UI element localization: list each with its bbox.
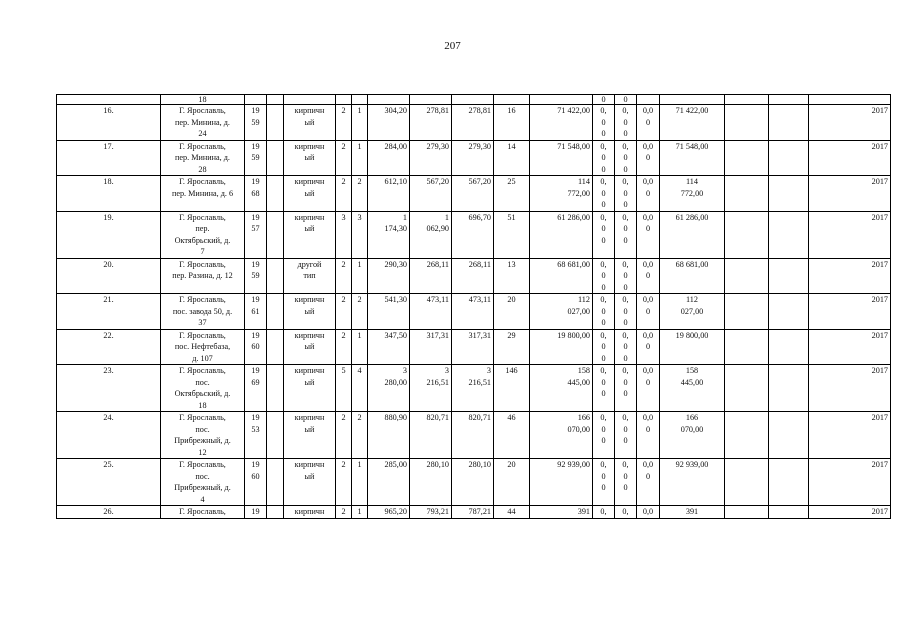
cell-cost: 92 939,00 <box>530 459 593 506</box>
cell-col14: 0,0 0 <box>637 105 660 141</box>
cell-residents: 20 <box>494 294 530 330</box>
cell-entrances: 1 <box>352 105 368 141</box>
cell-area-b: 473,11 <box>452 294 494 330</box>
cell-col13: 0, 0 0 <box>615 329 637 365</box>
cell-residents: 44 <box>494 506 530 519</box>
cell-col13: 0, 0 0 <box>615 211 637 258</box>
cell-col12: 0, 0 0 <box>593 176 615 212</box>
cell-floors: 2 <box>336 329 352 365</box>
cell-residents: 20 <box>494 459 530 506</box>
table-row <box>57 412 891 459</box>
cell-col17 <box>769 176 809 212</box>
cell-address: Г. Ярославль, пос. Нефтебаза, д. 107 <box>161 329 245 365</box>
cell-floors: 2 <box>336 258 352 294</box>
cell-cost2: 112 027,00 <box>660 294 725 330</box>
cell-col14: 0,0 0 <box>637 258 660 294</box>
cell-no <box>57 95 161 105</box>
cell-col4 <box>267 329 284 365</box>
cell-floors: 2 <box>336 140 352 176</box>
cell-col4 <box>267 140 284 176</box>
cell-year-plan: 2017 <box>809 105 891 141</box>
cell-year-plan: 2017 <box>809 258 891 294</box>
cell-area-total: 3 280,00 <box>368 365 410 412</box>
cell-cost2: 391 <box>660 506 725 519</box>
table-row <box>57 294 891 330</box>
cell-no: 26. <box>57 506 161 519</box>
cell-col14: 0,0 0 <box>637 329 660 365</box>
cell-area-b: 317,31 <box>452 329 494 365</box>
cell-area-a: 1 062,90 <box>410 211 452 258</box>
cell-col16 <box>725 211 769 258</box>
cell-residents: 13 <box>494 258 530 294</box>
cell-residents: 14 <box>494 140 530 176</box>
cell-year-plan: 2017 <box>809 294 891 330</box>
table-row <box>57 365 891 412</box>
cell-year: 19 61 <box>245 294 267 330</box>
cell-area-a: 820,71 <box>410 412 452 459</box>
cell-col13: 0, <box>615 506 637 519</box>
cell-year: 19 53 <box>245 412 267 459</box>
cell-col17 <box>769 412 809 459</box>
cell-area-a: 3 216,51 <box>410 365 452 412</box>
housing-register-table <box>56 94 891 519</box>
cell-cost2: 92 939,00 <box>660 459 725 506</box>
cell-material: другой тип <box>284 258 336 294</box>
cell-residents: 46 <box>494 412 530 459</box>
cell-col16 <box>725 140 769 176</box>
cell-col4 <box>267 176 284 212</box>
table-row <box>57 140 891 176</box>
table-row <box>57 258 891 294</box>
cell-col13: 0, 0 0 <box>615 258 637 294</box>
cell-col4 <box>267 365 284 412</box>
cell-col16 <box>725 176 769 212</box>
cell-year: 19 60 <box>245 329 267 365</box>
cell-year: 19 68 <box>245 176 267 212</box>
cell-area-total: 965,20 <box>368 506 410 519</box>
cell-material: кирпичн ый <box>284 329 336 365</box>
cell-col12: 0, 0 0 <box>593 211 615 258</box>
cell-address: 18 <box>161 95 245 105</box>
cell-floors: 2 <box>336 459 352 506</box>
cell-floors: 2 <box>336 105 352 141</box>
cell-year-plan: 2017 <box>809 412 891 459</box>
cell-material: кирпичн ый <box>284 211 336 258</box>
cell-area-b: 268,11 <box>452 258 494 294</box>
cell-area-total: 880,90 <box>368 412 410 459</box>
cell-residents: 146 <box>494 365 530 412</box>
cell-address: Г. Ярославль, пос. Октябрьский, д. 18 <box>161 365 245 412</box>
cell-col12: 0 <box>593 95 615 105</box>
cell-year: 19 60 <box>245 459 267 506</box>
cell-cost: 71 422,00 <box>530 105 593 141</box>
cell-material: кирпичн <box>284 506 336 519</box>
cell-cost: 19 800,00 <box>530 329 593 365</box>
cell-col4 <box>267 412 284 459</box>
cell-area-b: 567,20 <box>452 176 494 212</box>
cell-area-b: 279,30 <box>452 140 494 176</box>
cell-material: кирпичн ый <box>284 105 336 141</box>
table-row <box>57 176 891 212</box>
cell-col12: 0, 0 0 <box>593 412 615 459</box>
cell-entrances: 2 <box>352 176 368 212</box>
cell-col17 <box>769 294 809 330</box>
cell-cost2: 61 286,00 <box>660 211 725 258</box>
cell-col13: 0, 0 0 <box>615 412 637 459</box>
cell-address: Г. Ярославль, пер. Разина, д. 12 <box>161 258 245 294</box>
cell-year-plan: 2017 <box>809 140 891 176</box>
cell-area-total: 612,10 <box>368 176 410 212</box>
cell-cost2: 166 070,00 <box>660 412 725 459</box>
cell-col14: 0,0 0 <box>637 459 660 506</box>
cell-cost2: 158 445,00 <box>660 365 725 412</box>
cell-floors: 3 <box>336 211 352 258</box>
cell-no: 19. <box>57 211 161 258</box>
cell-year-plan: 2017 <box>809 506 891 519</box>
cell-no: 18. <box>57 176 161 212</box>
cell-col4 <box>267 294 284 330</box>
cell-year-plan: 2017 <box>809 365 891 412</box>
table-row <box>57 105 891 141</box>
cell-no: 23. <box>57 365 161 412</box>
page-number: 207 <box>444 40 461 52</box>
cell-entrances: 3 <box>352 211 368 258</box>
table-row <box>57 329 891 365</box>
cell-year: 19 59 <box>245 140 267 176</box>
cell-floors: 5 <box>336 365 352 412</box>
cell-col16 <box>725 459 769 506</box>
cell-col4 <box>267 211 284 258</box>
cell-col17 <box>769 365 809 412</box>
cell-material: кирпичн ый <box>284 176 336 212</box>
cell-area-total: 284,00 <box>368 140 410 176</box>
cell-area-total: 304,20 <box>368 105 410 141</box>
cell-entrances: 2 <box>352 294 368 330</box>
table-body <box>57 95 891 519</box>
cell-address: Г. Ярославль, пер. Минина, д. 24 <box>161 105 245 141</box>
cell-area-b: 696,70 <box>452 211 494 258</box>
cell-year: 19 69 <box>245 365 267 412</box>
cell-col17 <box>769 506 809 519</box>
cell-area-total: 285,00 <box>368 459 410 506</box>
cell-material: кирпичн ый <box>284 459 336 506</box>
cell-col16 <box>725 412 769 459</box>
cell-area-a: 317,31 <box>410 329 452 365</box>
cell-material: кирпичн ый <box>284 294 336 330</box>
cell-col12: 0, 0 0 <box>593 294 615 330</box>
cell-col17 <box>769 105 809 141</box>
cell-cost: 391 <box>530 506 593 519</box>
cell-col14: 0,0 0 <box>637 140 660 176</box>
cell-cost2: 68 681,00 <box>660 258 725 294</box>
cell-col14: 0,0 0 <box>637 412 660 459</box>
cell-year: 19 <box>245 506 267 519</box>
cell-area-a: 567,20 <box>410 176 452 212</box>
cell-col17 <box>769 329 809 365</box>
cell-col17 <box>769 211 809 258</box>
cell-col14: 0,0 0 <box>637 365 660 412</box>
cell-cost: 71 548,00 <box>530 140 593 176</box>
cell-col13: 0, 0 0 <box>615 176 637 212</box>
cell-year: 19 59 <box>245 258 267 294</box>
cell-cost2: 71 548,00 <box>660 140 725 176</box>
cell-col13: 0, 0 0 <box>615 105 637 141</box>
cell-col16 <box>725 365 769 412</box>
cell-cost: 114 772,00 <box>530 176 593 212</box>
cell-year: 19 57 <box>245 211 267 258</box>
cell-address: Г. Ярославль, пер. Октябрьский, д. 7 <box>161 211 245 258</box>
cell-area-a: 279,30 <box>410 140 452 176</box>
cell-area-a: 280,10 <box>410 459 452 506</box>
cell-col16 <box>725 506 769 519</box>
cell-area-a: 278,81 <box>410 105 452 141</box>
cell-address: Г. Ярославль, пер. Минина, д. 6 <box>161 176 245 212</box>
cell-area-a: 473,11 <box>410 294 452 330</box>
cell-address: Г. Ярославль, пос. завода 50, д. 37 <box>161 294 245 330</box>
cell-material: кирпичн ый <box>284 412 336 459</box>
cell-col14: 0,0 0 <box>637 176 660 212</box>
cell-no: 25. <box>57 459 161 506</box>
cell-material: кирпичн ый <box>284 140 336 176</box>
cell-residents: 16 <box>494 105 530 141</box>
table-row <box>57 459 891 506</box>
cell-no: 16. <box>57 105 161 141</box>
cell-year-plan: 2017 <box>809 211 891 258</box>
cell-year-plan: 2017 <box>809 459 891 506</box>
cell-material: кирпичн ый <box>284 365 336 412</box>
cell-col13: 0 <box>615 95 637 105</box>
cell-col12: 0, 0 0 <box>593 365 615 412</box>
cell-area-b: 3 216,51 <box>452 365 494 412</box>
cell-col13: 0, 0 0 <box>615 294 637 330</box>
cell-entrances: 1 <box>352 140 368 176</box>
cell-col16 <box>725 105 769 141</box>
cell-col12: 0, 0 0 <box>593 329 615 365</box>
cell-floors: 2 <box>336 176 352 212</box>
cell-col12: 0, 0 0 <box>593 105 615 141</box>
cell-year-plan: 2017 <box>809 176 891 212</box>
cell-col14: 0,0 0 <box>637 211 660 258</box>
cell-col14: 0,0 <box>637 506 660 519</box>
cell-residents: 29 <box>494 329 530 365</box>
cell-area-a: 268,11 <box>410 258 452 294</box>
cell-cost: 112 027,00 <box>530 294 593 330</box>
cell-no: 24. <box>57 412 161 459</box>
cell-col4 <box>267 506 284 519</box>
cell-entrances: 4 <box>352 365 368 412</box>
cell-address: Г. Ярославль, пер. Минина, д. 28 <box>161 140 245 176</box>
cell-col4 <box>267 258 284 294</box>
cell-area-b: 280,10 <box>452 459 494 506</box>
cell-cost: 158 445,00 <box>530 365 593 412</box>
cell-col16 <box>725 258 769 294</box>
table-row <box>57 506 891 519</box>
cell-area-total: 1 174,30 <box>368 211 410 258</box>
cell-entrances: 1 <box>352 506 368 519</box>
cell-entrances: 1 <box>352 329 368 365</box>
cell-col12: 0, 0 0 <box>593 459 615 506</box>
cell-col12: 0, 0 0 <box>593 258 615 294</box>
cell-cost2: 71 422,00 <box>660 105 725 141</box>
cell-entrances: 1 <box>352 258 368 294</box>
cell-col13: 0, 0 0 <box>615 459 637 506</box>
cell-address: Г. Ярославль, пос. Прибрежный, д. 12 <box>161 412 245 459</box>
cell-area-b: 820,71 <box>452 412 494 459</box>
continuation-row <box>57 95 891 105</box>
cell-residents: 51 <box>494 211 530 258</box>
cell-entrances: 2 <box>352 412 368 459</box>
cell-floors: 2 <box>336 412 352 459</box>
cell-col16 <box>725 329 769 365</box>
cell-area-total: 541,30 <box>368 294 410 330</box>
cell-col17 <box>769 459 809 506</box>
cell-no: 22. <box>57 329 161 365</box>
cell-entrances: 1 <box>352 459 368 506</box>
cell-area-b: 787,21 <box>452 506 494 519</box>
cell-no: 20. <box>57 258 161 294</box>
cell-residents: 25 <box>494 176 530 212</box>
cell-col12: 0, 0 0 <box>593 140 615 176</box>
cell-address: Г. Ярославль, <box>161 506 245 519</box>
cell-floors: 2 <box>336 294 352 330</box>
cell-floors: 2 <box>336 506 352 519</box>
cell-year-plan: 2017 <box>809 329 891 365</box>
cell-col4 <box>267 105 284 141</box>
cell-year: 19 59 <box>245 105 267 141</box>
cell-cost2: 114 772,00 <box>660 176 725 212</box>
cell-cost2: 19 800,00 <box>660 329 725 365</box>
cell-col17 <box>769 258 809 294</box>
cell-area-total: 290,30 <box>368 258 410 294</box>
cell-col12: 0, <box>593 506 615 519</box>
cell-area-b: 278,81 <box>452 105 494 141</box>
cell-no: 17. <box>57 140 161 176</box>
cell-cost: 61 286,00 <box>530 211 593 258</box>
cell-col4 <box>267 459 284 506</box>
cell-cost: 68 681,00 <box>530 258 593 294</box>
cell-address: Г. Ярославль, пос. Прибрежный, д. 4 <box>161 459 245 506</box>
cell-area-a: 793,21 <box>410 506 452 519</box>
table-row <box>57 211 891 258</box>
cell-col13: 0, 0 0 <box>615 140 637 176</box>
cell-col14: 0,0 0 <box>637 294 660 330</box>
cell-col17 <box>769 140 809 176</box>
cell-no: 21. <box>57 294 161 330</box>
cell-cost: 166 070,00 <box>530 412 593 459</box>
cell-col16 <box>725 294 769 330</box>
cell-col13: 0, 0 0 <box>615 365 637 412</box>
cell-area-total: 347,50 <box>368 329 410 365</box>
